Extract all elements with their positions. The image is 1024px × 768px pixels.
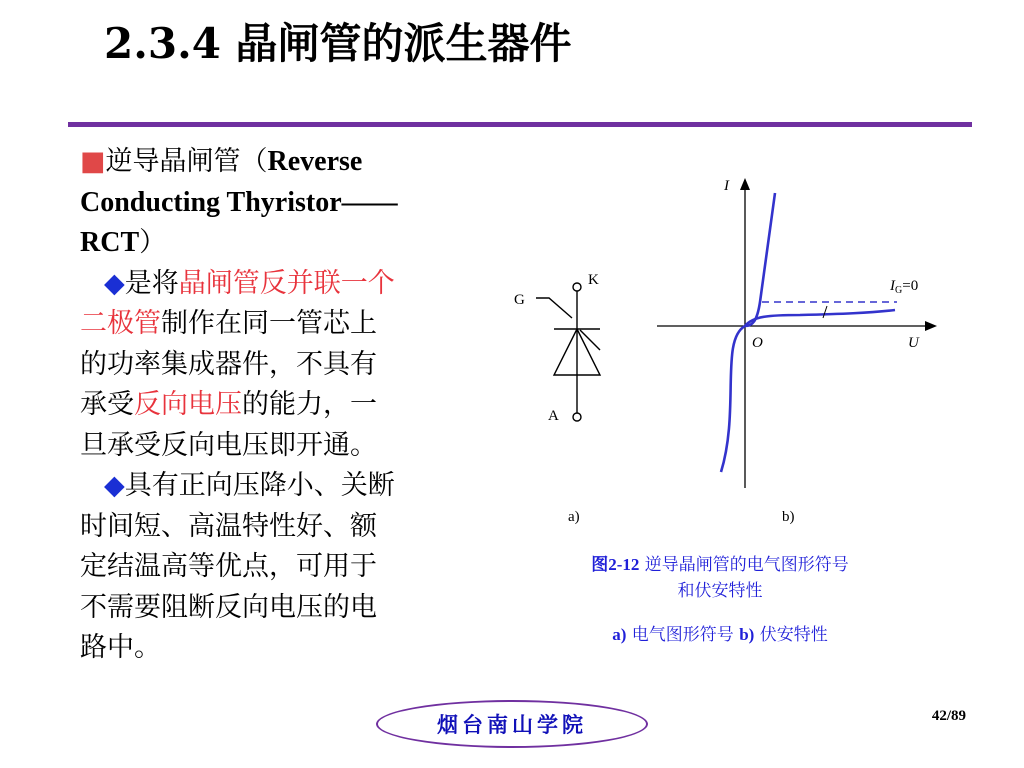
paragraph1-line4: 承受反向电压的能力，一 — [80, 389, 377, 420]
y-axis-label: I — [724, 178, 729, 194]
diamond-bullet-icon: ◆ — [104, 267, 125, 299]
figure-2-12 — [500, 170, 980, 540]
label-g: G — [514, 292, 525, 308]
cathode-terminal — [573, 283, 581, 291]
title-divider — [68, 122, 972, 127]
label-a: A — [548, 408, 559, 424]
paragraph1-line5: 旦承受反向电压即开通。 — [80, 429, 377, 461]
curve-label-ig: $I_G=0$ — [890, 278, 919, 296]
paragraph2-line2: 时间短、高温特性好、额 — [80, 510, 377, 542]
anode-terminal — [573, 413, 581, 421]
paragraph1-line2: 二极管制作在同一管芯上 — [80, 308, 377, 339]
label-k: K — [588, 272, 599, 288]
origin-label: O — [752, 335, 763, 351]
page-title: 2.3.4 晶闸管的派生器件 — [104, 19, 572, 68]
square-bullet-icon: ■ — [80, 146, 106, 177]
paragraph2-line4: 不需要阻断反向电压的电 — [80, 591, 377, 623]
on-state-curve — [745, 193, 775, 326]
page-number: 42/89 — [931, 708, 966, 724]
reverse-curve — [721, 326, 745, 472]
highlight-reverse-voltage: 反向电压 — [134, 389, 242, 420]
sublabel-b: b) — [782, 509, 795, 525]
highlight-diode: 二极管 — [80, 308, 161, 339]
paragraph2-line5: 路中。 — [80, 632, 161, 663]
highlight-thyristor: 晶闸管反并联一个 — [178, 267, 395, 299]
section-heading-line1: ■逆导晶闸管（Reverse — [80, 146, 363, 177]
gate-lead — [536, 298, 572, 318]
paragraph1-line3: 的功率集成器件，不具有 — [80, 348, 377, 380]
figure-caption-line1: 图2-12 逆导晶闸管的电气图形符号 — [591, 555, 849, 575]
paragraph2-line3: 定结温高等优点，可用于 — [80, 551, 377, 582]
section-heading-line3: RCT） — [80, 227, 167, 258]
sublabel-a: a) — [568, 509, 580, 525]
paragraph1-line1: ◆是将晶闸管反并联一个 — [104, 267, 395, 299]
curve-tick — [823, 306, 827, 318]
figure-caption-line3: a) 电气图形符号 b) 伏安特性 — [612, 625, 828, 645]
paragraph2-line1: ◆具有正向压降小、关断 — [104, 470, 395, 501]
x-axis-label: U — [908, 335, 919, 351]
iv-chart — [657, 178, 937, 488]
diamond-bullet-icon: ◆ — [104, 470, 125, 501]
figure-caption-line2: 和伏安特性 — [677, 581, 763, 601]
y-axis-arrow-icon — [740, 178, 750, 190]
school-name-badge: 烟台南山学院 — [376, 700, 648, 748]
forward-blocking-curve — [745, 310, 895, 326]
x-axis-arrow-icon — [925, 321, 937, 331]
rct-symbol — [536, 283, 600, 421]
body-text — [80, 142, 480, 669]
section-heading-line2: Conducting Thyristor—— — [80, 186, 398, 218]
